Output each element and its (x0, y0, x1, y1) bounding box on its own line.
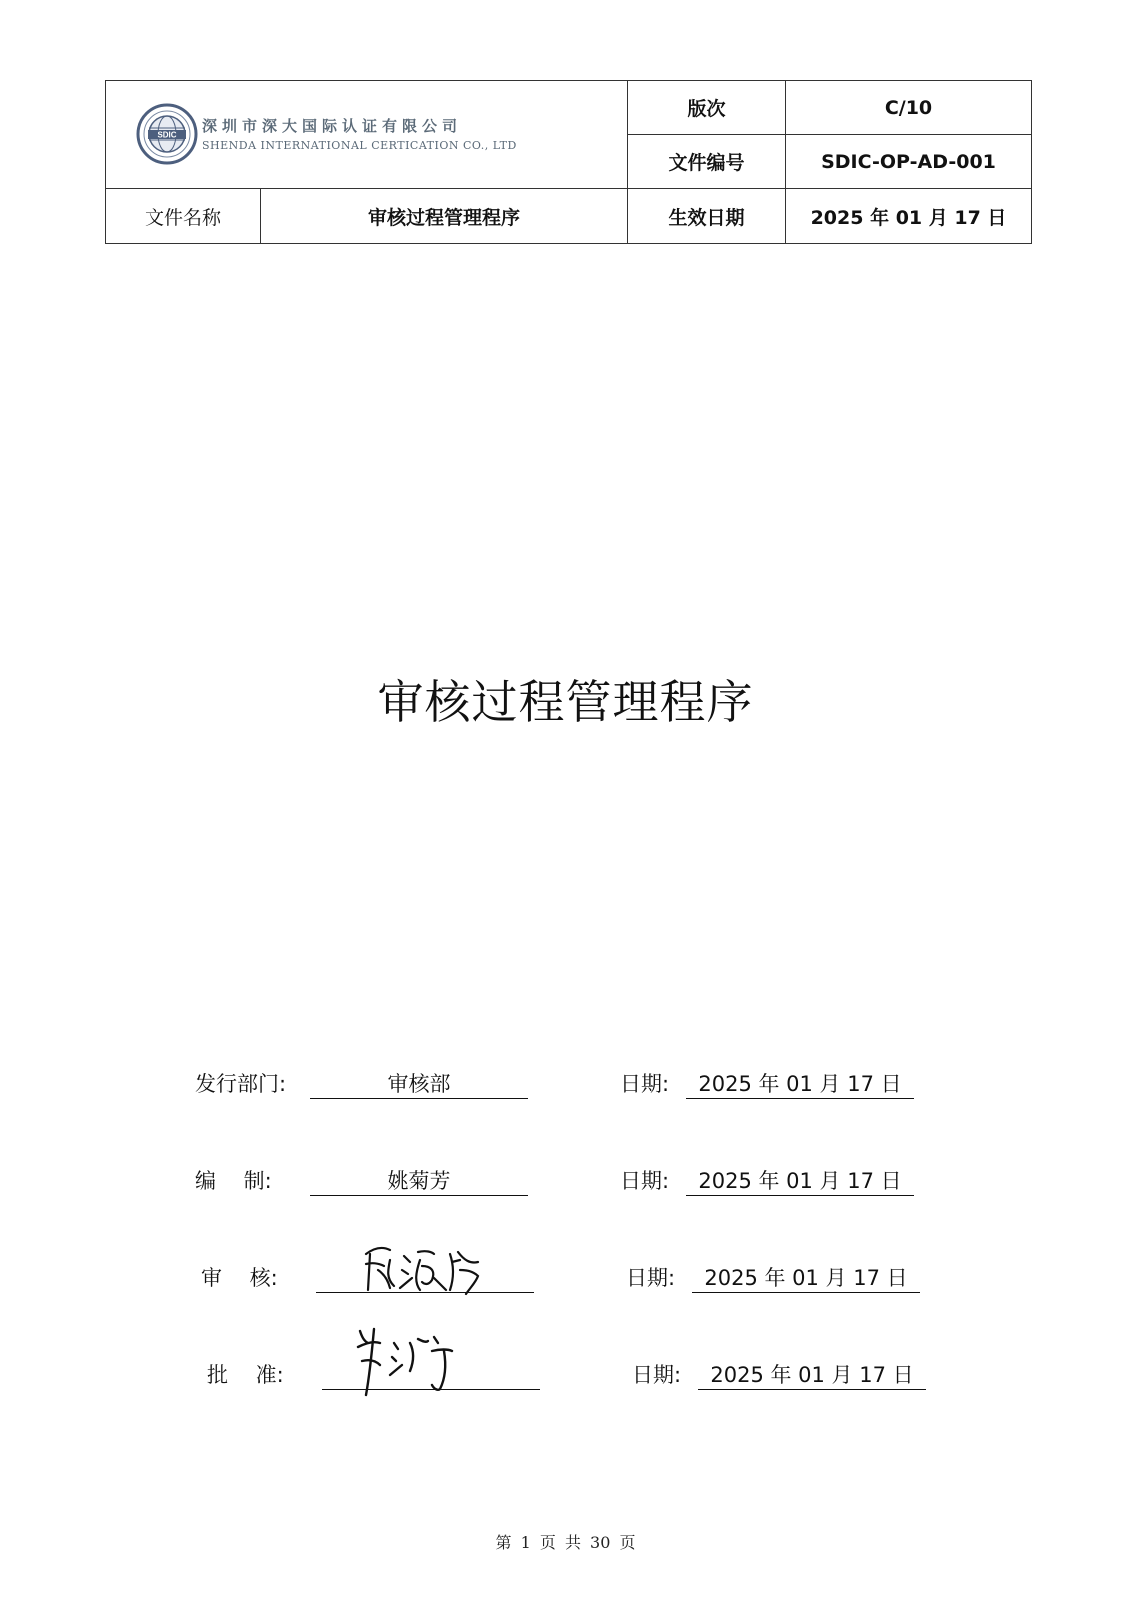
reviewed-row (0, 1262, 1131, 1296)
document-title: 审核过程管理程序 (377, 675, 754, 729)
doc-number-label: 文件编号 (628, 135, 786, 189)
issuing-dept-label: 发行部门: (195, 1072, 287, 1096)
issuing-date-value: 2025 年 01 月 17 日 (686, 1068, 914, 1099)
company-logo-cell (106, 81, 628, 189)
approver-signature-icon (352, 1321, 462, 1401)
reviewed-label: 审 核: (201, 1266, 278, 1290)
issuing-dept-row (0, 1068, 1131, 1102)
issuing-date-label: 日期: (620, 1072, 670, 1096)
page-footer: 第 1 页 共 30 页 (495, 1533, 636, 1552)
version-value: C/10 (786, 81, 1032, 135)
effective-date-value: 2025 年 01 月 17 日 (786, 189, 1032, 244)
prepared-label: 编 制: (195, 1169, 272, 1193)
approved-date-value: 2025 年 01 月 17 日 (698, 1359, 926, 1390)
reviewed-date-label: 日期: (626, 1266, 676, 1290)
prepared-value: 姚菊芳 (310, 1165, 528, 1196)
document-header-table (105, 80, 1032, 244)
prepared-date-value: 2025 年 01 月 17 日 (686, 1165, 914, 1196)
company-name-en: SHENDA INTERNATIONAL CERTICATION CO., LTD (202, 139, 517, 152)
issuing-dept-value: 审核部 (310, 1068, 528, 1099)
reviewed-date-value: 2025 年 01 月 17 日 (692, 1262, 920, 1293)
prepared-row (0, 1165, 1131, 1199)
approved-row (0, 1359, 1131, 1393)
reviewer-signature-icon (360, 1240, 500, 1300)
company-logo (136, 103, 576, 173)
svg-text:SDIC: SDIC (157, 130, 177, 140)
approved-label: 批 准: (207, 1363, 284, 1387)
company-globe-logo-icon (136, 103, 198, 165)
prepared-date-label: 日期: (620, 1169, 670, 1193)
doc-name-value: 审核过程管理程序 (261, 189, 628, 244)
doc-number-value: SDIC-OP-AD-001 (786, 135, 1032, 189)
doc-name-label: 文件名称 (106, 189, 261, 244)
company-name-cn: 深圳市深大国际认证有限公司 (202, 117, 463, 135)
effective-date-label: 生效日期 (628, 189, 786, 244)
approved-date-label: 日期: (632, 1363, 682, 1387)
version-label: 版次 (628, 81, 786, 135)
